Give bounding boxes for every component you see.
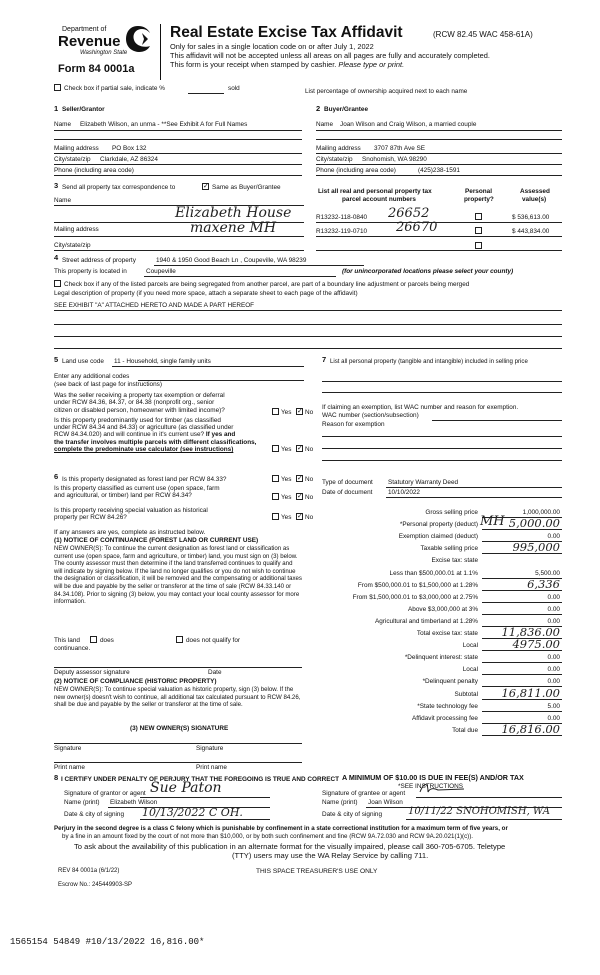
tax-row-value: 0.00 <box>547 715 560 722</box>
rule <box>322 381 562 382</box>
q1b: under RCW 84.36, 84.37, or 84.38 (nonprofit org., senior <box>54 399 215 406</box>
rule <box>316 139 562 140</box>
tax-row-label: From $500,000.01 to $1,500,000 at 1.28% <box>357 582 478 589</box>
rule <box>54 130 302 131</box>
grantor-date: 10/13/2022 C OH. <box>142 806 243 819</box>
corr-mailing-label: Mailing address <box>54 226 99 233</box>
street-label: Street address of property <box>62 257 136 264</box>
rule <box>54 175 302 176</box>
sec7-label: List all personal property (tangible and intangible) included in selling price <box>330 358 528 365</box>
located-value: Coupeville <box>146 268 176 275</box>
inquire-1: To ask about the availability of this publication in an alternate format for the visually impaired, please call 360-705-6705. Teletype <box>74 842 506 851</box>
additional-codes-2: (see back of last page for instructions) <box>54 381 162 388</box>
rule <box>144 276 336 277</box>
parcel-number: R13232-119-0710 <box>316 228 368 235</box>
grantee-name: Joan Wilson <box>368 799 403 806</box>
grantee-signature-icon <box>418 780 468 796</box>
certify-text: I CERTIFY UNDER PENALTY OF PERJURY THAT THE FOREGOING IS TRUE AND CORRECT <box>61 776 340 783</box>
sec6-q2b: and agricultural, or timber) land per RCW 84.34? <box>54 492 192 499</box>
tax-row-handwritten: 11,836.00 <box>501 625 560 639</box>
docdate-value: 10/10/2022 <box>388 489 420 496</box>
sec6-q2a: Is this property classified as current use (open space, farm <box>54 485 220 492</box>
street-value: 1940 & 1950 Good Beach Ln , Coupeville, WA 98239 <box>156 257 307 264</box>
tax-row-label: Total due <box>452 727 478 734</box>
buyer-name-label: Name <box>316 121 334 128</box>
rule <box>432 420 562 421</box>
corr-handwritten-1: Elizabeth House <box>175 205 292 221</box>
buyer-mailing-value: 3707 87th Ave SE <box>374 145 426 152</box>
tax-row-handwritten: 4975.00 <box>512 637 560 651</box>
same-as-buyer-label: Same as Buyer/Grantee <box>212 184 281 191</box>
form-title-ref: (RCW 82.45 WAC 458-61A) <box>433 30 533 39</box>
rule <box>54 667 302 668</box>
grantor-sig-label: Signature of grantor or agent <box>64 790 146 797</box>
seller-heading: Seller/Grantor <box>62 106 105 113</box>
doctype-label: Type of document <box>322 479 373 486</box>
does-not-label: does not qualify for <box>186 637 240 644</box>
q2a: Is this property predominantly used for timber (as classified <box>54 417 221 424</box>
sec6-q3-no: No <box>305 514 314 521</box>
sec6-q1-yes-checkbox[interactable] <box>272 475 279 482</box>
signature-label-2: Signature <box>196 745 224 752</box>
parcel-personal-checkbox[interactable] <box>475 213 482 220</box>
parcel-handwritten: 26670 <box>396 220 438 235</box>
q1c: citizen or disabled person, homeowner with limited income)? <box>54 407 225 414</box>
grantee-name-label: Name (print) <box>322 799 358 806</box>
corr-city-label: City/state/zip <box>54 242 91 249</box>
rule <box>316 164 562 165</box>
header-sub3a: This form is your receipt when stamped by cashier. <box>170 60 337 69</box>
sec6-q1-no-checkbox[interactable]: ✓ <box>297 475 303 482</box>
parcels-header-1: List all real and personal property tax <box>318 188 432 195</box>
partial-sale-checkbox[interactable] <box>54 84 61 91</box>
grantor-signature: Sue Paton <box>150 780 222 796</box>
sec6-q1-no: No <box>305 476 314 483</box>
legal-value: SEE EXHIBIT "A" ATTACHED HERETO AND MADE A PART HEREOF <box>54 302 255 309</box>
sec6-q2-no: No <box>305 494 314 501</box>
partial-sale-sold: sold <box>228 85 240 92</box>
sec7-num: 7 <box>322 355 327 364</box>
rule <box>112 366 304 367</box>
tax-row-value: 0.00 <box>547 606 560 613</box>
sec6-q3-yes: Yes <box>281 514 292 521</box>
q2e: complete the predominate use calculator (see instructions) <box>54 446 234 453</box>
tax-row-value: 0.00 <box>547 678 560 685</box>
seller-city-value: Clarkdale, AZ 86324 <box>100 156 158 163</box>
tax-row-value: 5,500.00 <box>535 570 560 577</box>
rule <box>138 380 304 381</box>
grantee-date: 10/11/22 SNOHOMISH, WA <box>408 806 550 817</box>
additional-codes: Enter any additional codes <box>54 373 130 380</box>
docdate-label: Date of document <box>322 489 373 496</box>
rule <box>54 236 304 237</box>
property-num: 4 <box>54 253 59 262</box>
tax-row-value: 0.00 <box>547 666 560 673</box>
q2-no: No <box>305 446 314 453</box>
seller-city-label: City/state/zip <box>54 156 91 163</box>
does-label: does <box>100 637 114 644</box>
rule <box>316 153 562 154</box>
parcels-assessed-1: Assessed <box>520 188 550 195</box>
sec6-q3b: property per RCW 84.26? <box>54 514 127 521</box>
corr-label: Send all property tax correspondence to <box>62 184 176 191</box>
buyer-phone-value: (425)238-1591 <box>418 167 460 174</box>
rule <box>54 139 302 140</box>
rule <box>54 336 562 337</box>
seller-name-label: Name <box>54 121 72 128</box>
does-not-checkbox[interactable] <box>176 636 183 643</box>
rule <box>316 130 562 131</box>
partial-sale-label: Check box if partial sale, indicate % <box>64 85 165 92</box>
buyer-mailing-label: Mailing address <box>316 145 361 152</box>
rule <box>386 497 562 498</box>
tax-row-label: Total excise tax: state <box>416 630 478 637</box>
ownership-label: List percentage of ownership acquired next to each name <box>305 88 468 95</box>
q1a: Was the seller receiving a property tax exemption or deferral <box>54 392 225 399</box>
parcels-personal-2: property? <box>464 196 494 203</box>
grantee-sig-label: Signature of grantee or agent <box>322 790 406 797</box>
grantee-date-label: Date & city of signing <box>322 811 383 818</box>
tax-row-label: Less than $500,000.01 at 1.1% <box>389 570 478 577</box>
form-title: Real Estate Excise Tax Affidavit <box>170 24 403 41</box>
segregated-checkbox[interactable] <box>54 280 61 287</box>
corr-num: 3 <box>54 181 59 190</box>
q1-no-checkbox[interactable]: ✓ <box>297 408 303 415</box>
rule <box>316 175 562 176</box>
rule <box>54 324 562 325</box>
header-divider <box>160 24 161 80</box>
tax-row-value: 0.00 <box>547 618 560 625</box>
q2c-line <box>54 431 235 438</box>
escrow-number: Escrow No.: 245449903-SP <box>58 882 133 888</box>
buyer-city-value: Snohomish, WA 98290 <box>362 156 427 163</box>
dept-of: Department of <box>62 26 107 33</box>
rev-number: REV 84 0001a (6/1/22) <box>58 868 120 874</box>
seller-mailing-value: PO Box 132 <box>112 145 147 152</box>
revenue-logo-icon <box>124 24 152 54</box>
tax-row-label: *State technology fee <box>417 703 478 710</box>
sec6-q3-no-checkbox[interactable]: ✓ <box>297 513 303 520</box>
grantor-name-label: Name (print) <box>64 799 100 806</box>
wac-label: WAC number (section/subsection) <box>322 412 419 419</box>
print-name-label-2: Print name <box>196 764 227 771</box>
landuse-value: 11 - Household, single family units <box>114 358 211 365</box>
tax-row-line <box>482 602 562 603</box>
q2-no-checkbox[interactable]: ✓ <box>297 445 303 452</box>
perjury-1: Perjury in the second degree is a class C felony which is punishable by confinement in a state correctional institution for a maximum term of five years, or <box>54 825 508 832</box>
tax-row-label: From $1,500,000.01 to $3,000,000 at 2.75% <box>352 594 478 601</box>
tax-row-label: Agricultural and timberland at 1.28% <box>374 618 478 625</box>
notice2-title: (2) NOTICE OF COMPLIANCE (HISTORIC PROPERTY) <box>54 678 217 685</box>
parcel-assessed-value: $ 443,834.00 <box>512 228 550 235</box>
sec6-q2-no-checkbox[interactable]: ✓ <box>297 493 303 500</box>
located-label: This property is located in <box>54 268 127 275</box>
q2c-bold: If yes and <box>205 431 236 438</box>
tax-row-handwritten: 6,336 <box>527 577 560 591</box>
rule <box>54 250 304 251</box>
tax-row-label: Gross selling price <box>425 509 478 516</box>
rule <box>316 250 562 251</box>
seller-phone-label: Phone (including area code) <box>54 167 134 174</box>
tax-row-label: Local <box>462 642 478 649</box>
sec6-q3-yes-checkbox[interactable] <box>272 513 279 520</box>
parcel-personal-checkbox[interactable] <box>475 227 482 234</box>
rule <box>316 222 562 223</box>
doctype-value: Statutory Warranty Deed <box>388 479 459 486</box>
inquire-2: (TTY) users may use the WA Relay Service by calling 711. <box>232 851 429 860</box>
minimum-notice: A MINIMUM OF $10.00 IS DUE IN FEE(S) AND/OR TAX <box>342 773 524 782</box>
seller-mailing-label: Mailing address <box>54 145 99 152</box>
deputy-date: Date <box>208 669 222 676</box>
see-instructions: *SEE INSTRUCTIONS <box>398 783 463 790</box>
partial-sale-line <box>188 93 224 94</box>
rule <box>322 392 562 393</box>
signature-label: Signature <box>54 745 82 752</box>
header-sub3b: Please type or print. <box>338 60 405 69</box>
deputy-sig: Deputy assessor signature <box>54 669 130 676</box>
buyer-heading: Buyer/Grantee <box>324 106 369 113</box>
tax-row-handwritten: 16,811.00 <box>501 686 560 700</box>
parcels-personal-1: Personal <box>465 188 492 195</box>
this-land: This land <box>54 637 80 644</box>
perjury-2: by a fine in an amount fixed by the court of not more than $10,000, or by both such confinement and fine (RCW 9A.72.030 and RCW 9A.20.021(1)(c)). <box>62 833 474 840</box>
reason-label: Reason for exemption <box>322 421 385 428</box>
rule <box>54 348 562 349</box>
form-number: Form 84 0001a <box>58 63 135 75</box>
q1-yes: Yes <box>281 409 292 416</box>
tax-row-label: Excise tax: state <box>431 557 478 564</box>
rule <box>322 460 562 461</box>
cashier-stamp: 1565154 54849 #10/13/2022 16,816.00* <box>10 937 205 947</box>
dept-revenue: Revenue <box>58 33 121 50</box>
tax-row-label: Exemption claimed (deduct) <box>398 533 478 540</box>
sec6-q2-yes: Yes <box>281 494 292 501</box>
tax-row-line <box>482 674 562 675</box>
tax-row-handwritten: 16,816.00 <box>501 722 560 736</box>
rule <box>54 153 302 154</box>
tax-row-label: Subtotal <box>454 691 478 698</box>
rule <box>386 487 562 488</box>
tax-row-handwritten: 995,000 <box>512 540 560 554</box>
located-note: (for unincorporated locations please select your county) <box>342 268 514 275</box>
q2-yes: Yes <box>281 446 292 453</box>
tax-row-line <box>482 711 562 712</box>
tax-row-line <box>482 662 562 663</box>
tax-initials-handwritten: MH <box>480 514 505 529</box>
legal-label: Legal description of property (if you need more space, attach a separate sheet to each page of the affidavit) <box>54 290 358 297</box>
parcel-number: R13232-118-0840 <box>316 214 368 221</box>
q2c: RCW 84.34.020) and will continue in it's current use? <box>54 431 205 438</box>
landuse-num: 5 <box>54 355 59 364</box>
tax-row-value: 5.00 <box>547 703 560 710</box>
notice2-body: NEW OWNER(S): To continue special valuation as historic property, sign (3) below. If the new owner(s) doesn't wish to continue, all additional tax calculated pursuant to RCW 84.26, shall be due and payable by the seller or transferor at the time of sale. <box>54 686 301 709</box>
tax-row-label: *Delinquent interest: state <box>404 654 478 661</box>
sec6-q2-yes-checkbox[interactable] <box>272 493 279 500</box>
rule <box>416 797 562 798</box>
tax-row-label: Above $3,000,000 at 3% <box>408 606 478 613</box>
q2b: under RCW 84.34 and 84.33) or agriculture (as classified under <box>54 424 234 431</box>
parcel-personal-checkbox[interactable] <box>475 242 482 249</box>
rule <box>316 236 562 237</box>
same-as-buyer-checkbox[interactable]: ✓ <box>203 183 209 190</box>
tax-row-label: Affidavit processing fee <box>412 715 478 722</box>
print-name-label: Print name <box>54 764 85 771</box>
header-sub3 <box>170 61 404 70</box>
tax-row-label: *Personal property (deduct) <box>399 521 478 528</box>
notice3-title: (3) NEW OWNER(S) SIGNATURE <box>130 725 229 732</box>
tax-row-label: Local <box>462 666 478 673</box>
rule <box>322 448 562 449</box>
header-sub2: This affidavit will not be accepted unless all areas on all pages are fully and accurately completed. <box>170 51 490 60</box>
header-sub1: Only for sales in a single location code on or after July 1, 2022 <box>170 42 374 51</box>
sec6-num: 6 <box>54 472 59 481</box>
continuance: continuance. <box>54 645 91 652</box>
buyer-num: 2 <box>316 104 321 113</box>
parcel-handwritten: 26652 <box>388 206 430 221</box>
sec6-q1: Is this property designated as forest land per RCW 84.33? <box>62 476 227 483</box>
sec6-q1-yes: Yes <box>281 476 292 483</box>
seller-num: 1 <box>54 104 59 113</box>
does-checkbox[interactable] <box>90 636 97 643</box>
buyer-phone-label: Phone (including area code) <box>316 167 396 174</box>
rule <box>322 436 562 437</box>
rule <box>54 762 302 763</box>
tax-row-value: 0.00 <box>547 654 560 661</box>
tax-row-line <box>482 614 562 615</box>
parcels-header-2: parcel account numbers <box>342 196 416 203</box>
segregated-label: Check box if any of the listed parcels are being segregated from another parcel, are part of a boundary line adjustment or parcels being merged <box>64 281 470 288</box>
parcel-assessed-value: $ 536,613.00 <box>512 214 550 221</box>
buyer-city-label: City/state/zip <box>316 156 353 163</box>
corr-handwritten-2: maxene MH <box>190 220 277 236</box>
buyer-name-value: Joan Wilson and Craig Wilson, a married couple <box>340 121 477 128</box>
q1-no: No <box>305 409 314 416</box>
rule <box>140 819 270 820</box>
q2d: the transfer involves multiple parcels with different classifications, <box>54 439 257 446</box>
tax-row-value: 0.00 <box>547 594 560 601</box>
grantor-name: Elizabeth Wilson <box>110 799 158 806</box>
tax-row-value: 0.00 <box>547 533 560 540</box>
landuse-label: Land use code <box>62 358 104 365</box>
corr-name-label: Name <box>54 197 72 204</box>
rule <box>54 743 302 744</box>
rule <box>54 164 302 165</box>
seller-name-value: Elizabeth Wilson, an unma - **See Exhibit A for Full Names <box>80 121 248 128</box>
treasurer-label: THIS SPACE TREASURER'S USE ONLY <box>256 868 378 875</box>
sec6-if-yes: If any answers are yes, complete as instructed below. <box>54 529 206 536</box>
rule <box>140 797 270 798</box>
tax-row-value: 1,000,000.00 <box>522 509 560 516</box>
rule <box>406 819 562 820</box>
tax-row-label: *Delinquent penalty <box>422 678 478 685</box>
rule <box>54 310 562 311</box>
parcels-assessed-2: value(s) <box>522 196 547 203</box>
q2-yes-checkbox[interactable] <box>272 445 279 452</box>
dept-state: Washington State <box>80 50 128 56</box>
grantor-date-label: Date & city of signing <box>64 811 125 818</box>
rule <box>154 265 364 266</box>
tax-row-label: Taxable selling price <box>420 545 478 552</box>
notice1-title: (1) NOTICE OF CONTINUANCE (FOREST LAND OR CURRENT USE) <box>54 537 259 544</box>
sec6-q3a: Is this property receiving special valuation as historical <box>54 507 208 514</box>
tax-row-handwritten: 5,000.00 <box>508 516 560 530</box>
exemption-label: If claiming an exemption, list WAC number and reason for exemption. <box>322 404 519 411</box>
sec8-num: 8 <box>54 773 59 782</box>
q1-yes-checkbox[interactable] <box>272 408 279 415</box>
notice1-body: NEW OWNER(S): To continue the current designation as forest land or classification as current use (open space, farm and agriculture, or timber) land, you must sign on (3) below. The county assessor must then determine if the land transferred continues to qualify and will indicate by signing below. If the land no longer qualifies or you do not wish to continue the designation or classification, it will be removed and the compensating or additional taxes will be due and payable by the seller or transferor at the time of sale (RCW 84.33.140 or 84.34.108). Prior to signing (3) below, you may contact your local county assessor for more information. <box>54 545 302 606</box>
